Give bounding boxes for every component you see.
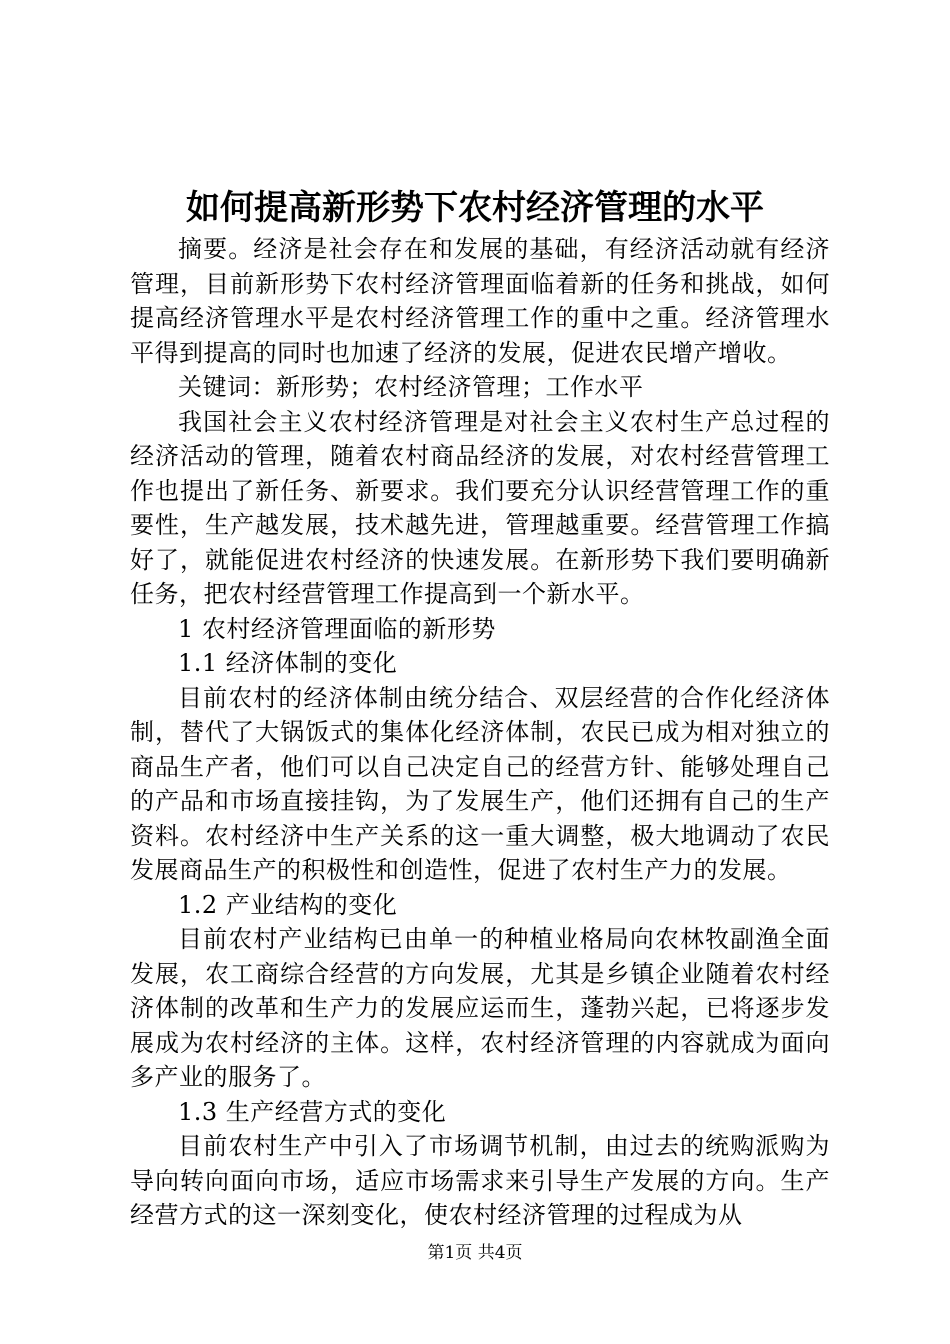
paragraph-1-1: 目前农村的经济体制由统分结合、双层经营的合作化经济体制，替代了大锅饭式的集体化经济体制，农民已成为相对独立的商品生产者，他们可以自己决定自己的经营方针、能够处理自己的产品和市场直接挂钩，为了发展生产，他们还拥有自己的生产资料。农村经济中生产关系的这一重大调整，极大地调动了农民发展商品生产的积极性和创造性，促进了农村生产力的发展。 [130, 683, 830, 884]
document-body [130, 232, 830, 1233]
abstract-paragraph: 摘要。经济是社会存在和发展的基础，有经济活动就有经济管理，目前新形势下农村经济管理面临着新的任务和挑战，如何提高经济管理水平是农村经济管理工作的重中之重。经济管理水平得到提高的同时也加速了经济的发展，促进农民增产增收。 [130, 235, 830, 367]
paragraph-1-2: 目前农村产业结构已由单一的种植业格局向农林牧副渔全面发展，农工商综合经营的方向发展，尤其是乡镇企业随着农村经济体制的改革和生产力的发展应运而生，蓬勃兴起，已将逐步发展成为农村经济的主体。这样，农村经济管理的内容就成为面向多产业的服务了。 [130, 925, 830, 1091]
intro-paragraph: 我国社会主义农村经济管理是对社会主义农村生产总过程的经济活动的管理，随着农村商品经济的发展，对农村经营管理工作也提出了新任务、新要求。我们要充分认识经营管理工作的重要性，生产越发展，技术越先进，管理越重要。经营管理工作搞好了，就能促进农村经济的快速发展。在新形势下我们要明确新任务，把农村经营管理工作提高到一个新水平。 [130, 407, 830, 608]
subsection-heading-1-1: 1.1 经济体制的变化 [178, 649, 398, 677]
subsection-heading-1-3: 1.3 生产经营方式的变化 [178, 1097, 447, 1126]
paragraph-1-3: 目前农村生产中引入了市场调节机制，由过去的统购派购为导向转向面向市场，适应市场需求来引导生产发展的方向。生产经营方式的这一深刻变化，使农村经济管理的过程成为从 [130, 1132, 830, 1229]
subsection-heading-1-2: 1.2 产业结构的变化 [178, 890, 398, 919]
document-title: 如何提高新形势下农村经济管理的水平 [186, 188, 764, 228]
page-footer: 第1页 共4页 [427, 1243, 523, 1263]
keywords-line: 关键词：新形势；农村经济管理；工作水平 [178, 373, 644, 401]
section-heading-1: 1 农村经济管理面临的新形势 [178, 614, 496, 643]
